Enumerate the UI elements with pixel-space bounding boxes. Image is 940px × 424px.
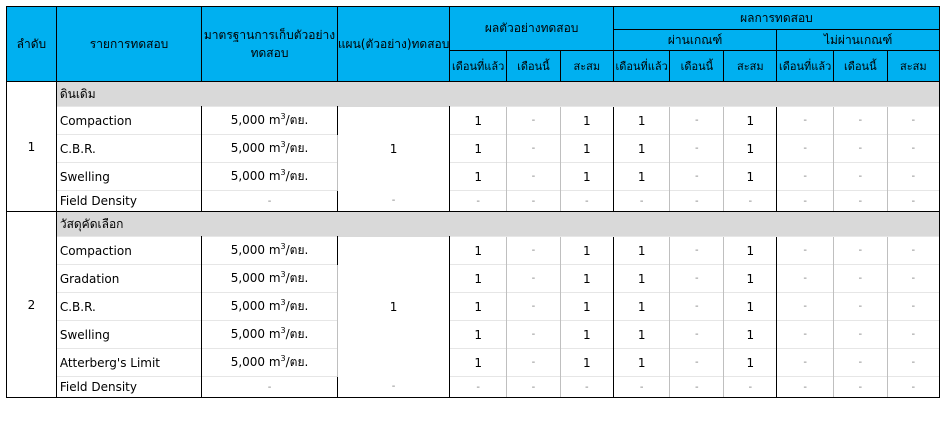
header-standard: มาตรฐานการเก็บตัวอย่างทดสอบ [202,7,338,82]
value-cell: 1 [724,237,777,265]
value-cell: - [450,191,507,212]
value-cell: - [887,135,939,163]
standard-exponent: 3 [280,242,286,251]
value-cell: - [887,107,939,135]
category-fill [670,82,724,107]
value-cell: - [670,237,724,265]
value-cell: 1 [613,349,670,377]
value-cell: - [833,265,887,293]
value-cell: 1 [724,321,777,349]
table-header [7,7,940,82]
test-item-name: Swelling [56,321,201,349]
test-results-table-wrapper [6,6,940,398]
value-cell: - [507,293,561,321]
standard-exponent: 3 [280,140,286,149]
standard-exponent: 3 [280,298,286,307]
standard-cell: - [202,191,338,212]
standard-value: 5,000 m [230,169,281,183]
standard-cell [202,163,338,191]
standard-value: 5,000 m [230,299,281,313]
value-cell: - [887,377,939,398]
value-cell: - [560,377,613,398]
standard-exponent: 3 [280,326,286,335]
value-cell: - [777,377,834,398]
value-cell: - [887,163,939,191]
value-cell: - [507,163,561,191]
test-results-table [6,6,940,398]
standard-unit: /ตย. [285,243,309,257]
value-cell: - [507,191,561,212]
value-cell: - [613,191,670,212]
standard-cell: - [202,377,338,398]
category-fill [887,212,939,237]
category-fill [560,82,613,107]
value-cell: 1 [724,163,777,191]
standard-unit: /ตย. [285,327,309,341]
test-item-name: Gradation [56,265,201,293]
subheader-samples-this-month: เดือนนี้ [507,51,561,82]
value-cell: 1 [560,293,613,321]
category-fill [833,82,887,107]
standard-unit: /ตย. [285,141,309,155]
test-item-name: C.B.R. [56,293,201,321]
standard-value: 5,000 m [230,113,281,127]
standard-value: 5,000 m [230,327,281,341]
value-cell: - [777,265,834,293]
value-cell: - [613,377,670,398]
header-pass: ผ่านเกณฑ์ [613,30,776,51]
value-cell: - [833,237,887,265]
category-fill [450,82,507,107]
value-cell: 1 [613,237,670,265]
category-fill [450,212,507,237]
subheader-fail-this-month: เดือนนี้ [833,51,887,82]
category-fill [777,212,834,237]
value-cell: 1 [724,349,777,377]
value-cell: 1 [450,349,507,377]
value-cell: - [507,237,561,265]
value-cell: - [670,265,724,293]
test-item-name: Atterberg's Limit [56,349,201,377]
category-fill [202,212,338,237]
value-cell: 1 [613,107,670,135]
value-cell: - [833,163,887,191]
value-cell: 1 [560,349,613,377]
header-fail: ไม่ผ่านเกณฑ์ [777,30,940,51]
test-item-name: Field Density [56,191,201,212]
header-results: ผลการทดสอบ [613,7,939,30]
value-cell: - [724,191,777,212]
value-cell: - [507,107,561,135]
subheader-samples-cumulative: สะสม [560,51,613,82]
plan-value: 1 [337,107,450,191]
value-cell: - [833,349,887,377]
value-cell: - [450,377,507,398]
header-samples: ผลตัวอย่างทดสอบ [450,7,613,51]
value-cell: 1 [724,107,777,135]
category-row [7,212,940,237]
value-cell: - [670,321,724,349]
standard-value: 5,000 m [230,355,281,369]
category-fill [887,82,939,107]
value-cell: - [777,163,834,191]
test-item-name: C.B.R. [56,135,201,163]
standard-cell [202,265,338,293]
value-cell: 1 [560,237,613,265]
value-cell: - [887,237,939,265]
value-cell: 1 [613,265,670,293]
value-cell: 1 [724,135,777,163]
value-cell: 1 [450,135,507,163]
category-label: วัสดุคัดเลือก [56,212,201,237]
category-label: ดินเดิม [56,82,201,107]
subheader-pass-last-month: เดือนที่แล้ว [613,51,670,82]
table-row [7,163,940,191]
value-cell: - [507,349,561,377]
value-cell: - [507,265,561,293]
category-fill [724,212,777,237]
value-cell: 1 [450,107,507,135]
value-cell: - [833,135,887,163]
value-cell: - [833,377,887,398]
category-fill [560,212,613,237]
value-cell: 1 [450,293,507,321]
group-number: 2 [7,212,57,398]
value-cell: - [560,191,613,212]
value-cell: 1 [724,265,777,293]
value-cell: 1 [560,321,613,349]
standard-value: 5,000 m [230,243,281,257]
value-cell: - [777,349,834,377]
category-fill [613,82,670,107]
plan-value: 1 [337,237,450,377]
value-cell: - [670,377,724,398]
value-cell: 1 [613,293,670,321]
category-fill [833,212,887,237]
standard-unit: /ตย. [285,355,309,369]
value-cell: 1 [560,135,613,163]
value-cell: 1 [613,321,670,349]
value-cell: - [887,191,939,212]
table-row [7,349,940,377]
value-cell: - [887,265,939,293]
value-cell: - [670,163,724,191]
category-fill [507,82,561,107]
value-cell: - [724,377,777,398]
standard-unit: /ตย. [285,113,309,127]
table-row [7,191,940,212]
value-cell: - [507,135,561,163]
table-row [7,135,940,163]
subheader-pass-this-month: เดือนนี้ [670,51,724,82]
value-cell: - [507,377,561,398]
category-fill [337,82,450,107]
standard-exponent: 3 [280,112,286,121]
category-fill [613,212,670,237]
standard-exponent: 3 [280,270,286,279]
standard-unit: /ตย. [285,299,309,313]
test-item-name: Compaction [56,107,201,135]
test-item-name: Field Density [56,377,201,398]
value-cell: - [833,191,887,212]
standard-exponent: 3 [280,168,286,177]
value-cell: 1 [450,237,507,265]
standard-value: 5,000 m [230,141,281,155]
table-row [7,265,940,293]
table-row [7,107,940,135]
category-fill [670,212,724,237]
value-cell: 1 [613,135,670,163]
group-number: 1 [7,82,57,212]
value-cell: - [833,293,887,321]
value-cell: - [507,321,561,349]
standard-cell [202,237,338,265]
value-cell: 1 [724,293,777,321]
value-cell: 1 [450,321,507,349]
plan-value: - [337,191,450,212]
table-row [7,237,940,265]
value-cell: 1 [450,163,507,191]
subheader-pass-cumulative: สะสม [724,51,777,82]
standard-cell [202,349,338,377]
subheader-fail-last-month: เดือนที่แล้ว [777,51,834,82]
value-cell: 1 [560,265,613,293]
table-row [7,321,940,349]
value-cell: 1 [613,163,670,191]
value-cell: - [777,321,834,349]
category-fill [507,212,561,237]
value-cell: - [887,293,939,321]
value-cell: - [833,321,887,349]
value-cell: - [670,135,724,163]
value-cell: - [670,191,724,212]
value-cell: - [777,191,834,212]
table-body [7,82,940,398]
value-cell: 1 [450,265,507,293]
standard-exponent: 3 [280,354,286,363]
subheader-samples-last-month: เดือนที่แล้ว [450,51,507,82]
value-cell: - [777,135,834,163]
category-fill [777,82,834,107]
header-no: ลำดับ [7,7,57,82]
standard-unit: /ตย. [285,169,309,183]
value-cell: - [833,107,887,135]
value-cell: - [887,321,939,349]
category-fill [337,212,450,237]
plan-value: - [337,377,450,398]
test-item-name: Swelling [56,163,201,191]
category-fill [724,82,777,107]
category-fill [202,82,338,107]
value-cell: - [670,107,724,135]
value-cell: 1 [560,107,613,135]
standard-unit: /ตย. [285,271,309,285]
table-row [7,293,940,321]
value-cell: - [670,293,724,321]
standard-cell [202,107,338,135]
value-cell: - [777,293,834,321]
table-row [7,377,940,398]
value-cell: - [777,237,834,265]
header-item: รายการทดสอบ [56,7,201,82]
standard-value: 5,000 m [230,271,281,285]
value-cell: 1 [560,163,613,191]
standard-cell [202,293,338,321]
header-plan: แผน(ตัวอย่าง)ทดสอบ [337,7,450,82]
test-item-name: Compaction [56,237,201,265]
category-row [7,82,940,107]
standard-cell [202,321,338,349]
value-cell: - [887,349,939,377]
value-cell: - [777,107,834,135]
subheader-fail-cumulative: สะสม [887,51,939,82]
standard-cell [202,135,338,163]
value-cell: - [670,349,724,377]
